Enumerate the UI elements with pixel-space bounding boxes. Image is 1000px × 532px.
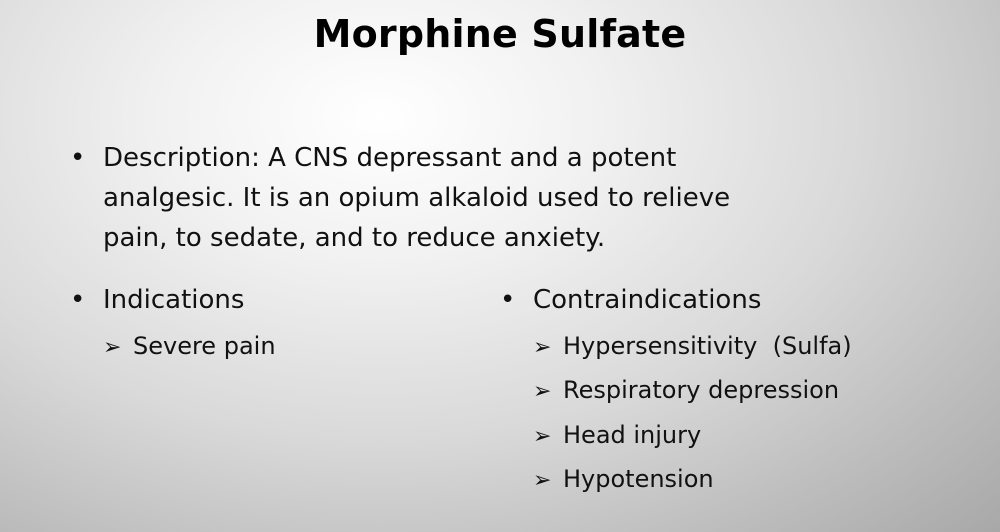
- contraindication-item: [533, 331, 852, 363]
- contraindication-item: [533, 420, 701, 452]
- contraindication-item-label: Head injury: [563, 421, 702, 449]
- indication-item-label: Severe pain: [133, 332, 276, 360]
- bullet-dot-icon: •: [70, 285, 86, 315]
- description-bullet: [70, 138, 803, 258]
- arrow-bullet-icon: ➢: [103, 335, 122, 360]
- slide-title: Morphine Sulfate: [313, 12, 687, 56]
- indication-item: [103, 331, 276, 363]
- description-line-3: pain, to sedate, and to reduce anxiety.: [103, 223, 606, 253]
- arrow-bullet-icon: ➢: [533, 379, 552, 404]
- contraindication-item: [533, 375, 839, 407]
- contraindication-item: [533, 464, 714, 496]
- arrow-bullet-icon: ➢: [533, 424, 552, 449]
- contraindications-label: Contraindications: [533, 285, 762, 315]
- arrow-bullet-icon: ➢: [533, 335, 552, 360]
- contraindication-item-label: Hypotension: [563, 465, 714, 493]
- description-line-2: analgesic. It is an opium alkaloid used to relieve: [103, 183, 731, 213]
- bullet-dot-icon: •: [70, 143, 86, 173]
- description-line-1: Description: A CNS depressant and a potent: [103, 143, 677, 173]
- indications-bullet: [70, 280, 245, 320]
- contraindication-item-label: Hypersensitivity (Sulfa): [563, 332, 852, 360]
- contraindication-item-label: Respiratory depression: [563, 376, 840, 404]
- contraindications-bullet: [500, 280, 762, 320]
- arrow-bullet-icon: ➢: [533, 468, 552, 493]
- bullet-dot-icon: •: [500, 285, 516, 315]
- indications-label: Indications: [103, 285, 245, 315]
